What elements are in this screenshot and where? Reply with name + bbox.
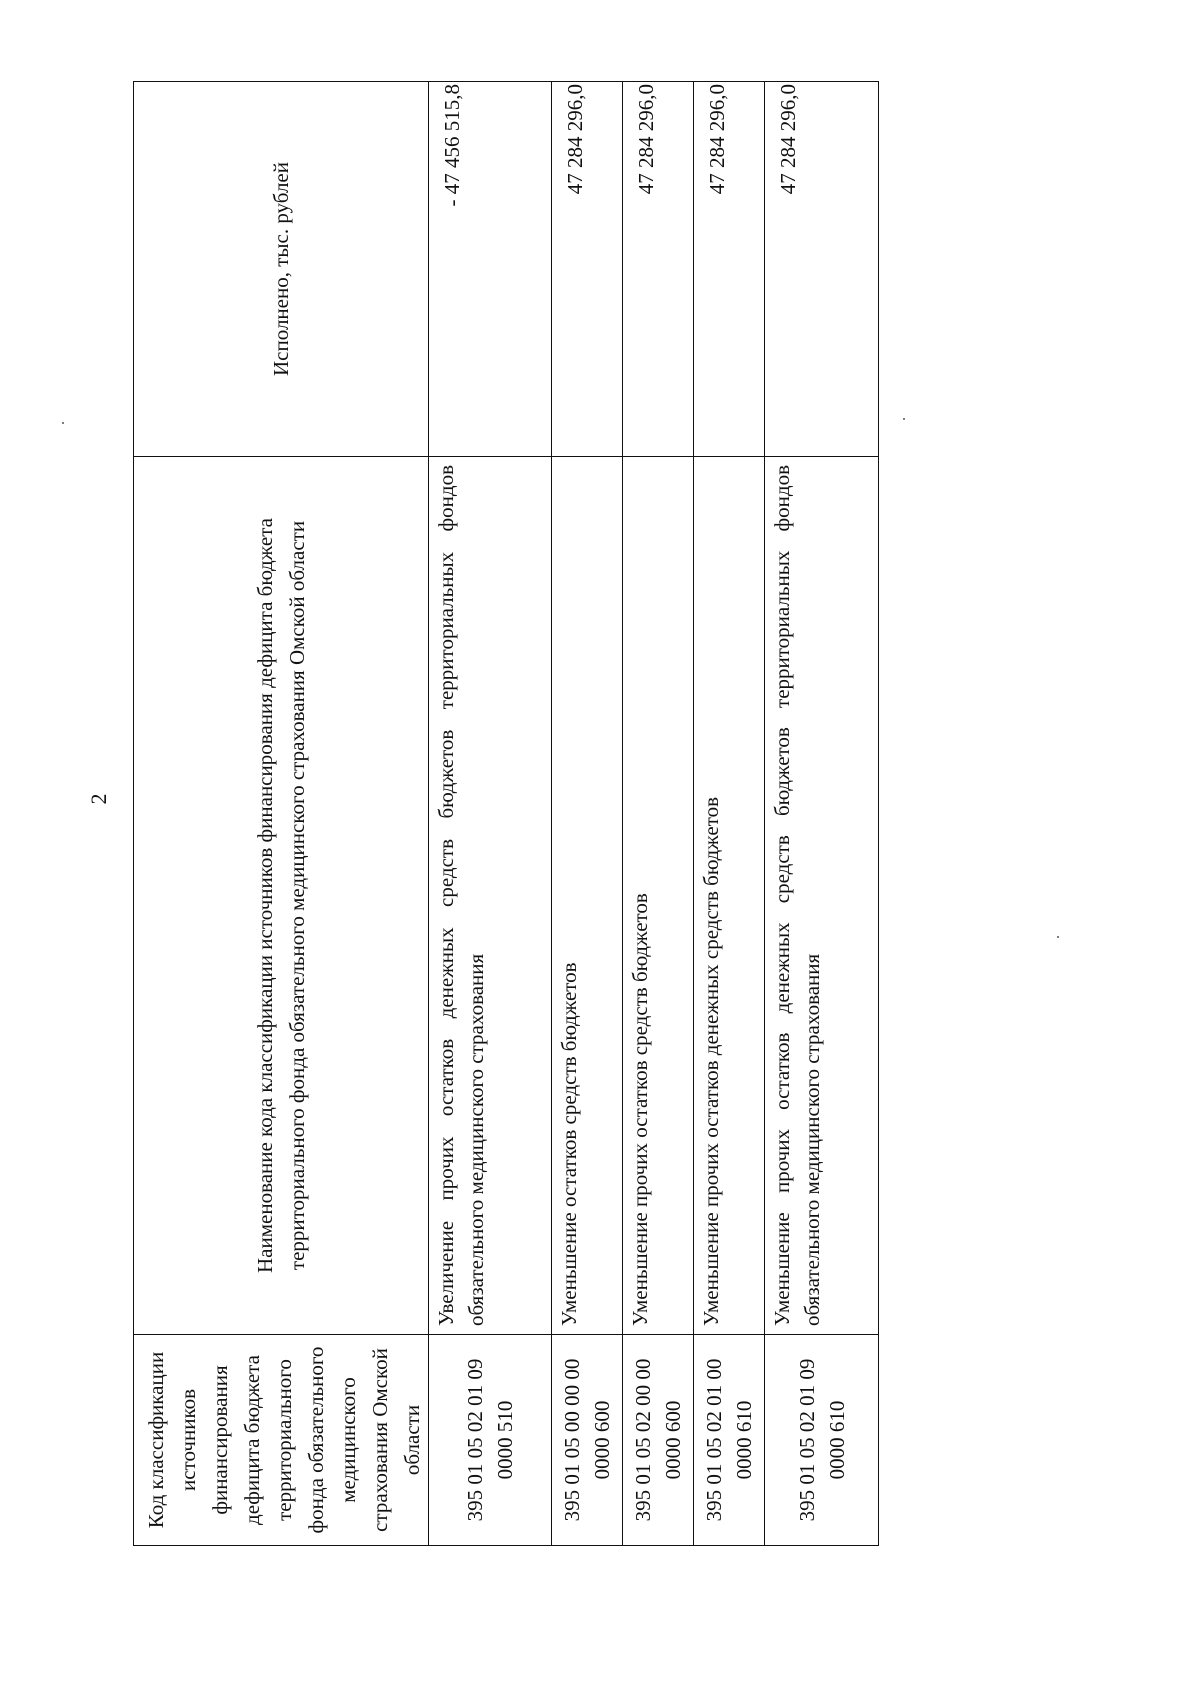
header-amount: Исполнено, тыс. рублей — [134, 82, 429, 457]
row-amount: 47 284 296,0 — [765, 82, 879, 457]
table-row — [694, 82, 765, 1546]
financing-sources-table — [133, 82, 849, 1546]
scan-speck — [1057, 936, 1059, 938]
row-name: Уменьшение прочих остатков денежных средств бюджетов — [694, 457, 765, 1335]
row-code: 395 01 05 02 00 00 0000 600 — [623, 1335, 694, 1546]
row-code: 395 01 05 02 01 09 0000 510 — [429, 1335, 552, 1546]
header-name: Наименование кода классификации источников финансирования дефицита бюджета территориального фонда обязательного медицинского страхования Омской области — [134, 457, 429, 1335]
table-row — [623, 82, 694, 1546]
row-amount: 47 284 296,0 — [623, 82, 694, 457]
row-code: 395 01 05 00 00 00 0000 600 — [552, 1335, 623, 1546]
row-code: 395 01 05 02 01 09 0000 610 — [765, 1335, 879, 1546]
row-amount: 47 284 296,0 — [552, 82, 623, 457]
sources-table — [133, 81, 879, 1546]
table-header-row — [134, 82, 429, 1546]
table-row — [765, 82, 879, 1546]
row-amount: - 47 456 515,8 — [429, 82, 552, 457]
scan-speck — [903, 418, 905, 420]
table-row — [429, 82, 552, 1546]
row-name: Уменьшение прочих остатков средств бюджетов — [623, 457, 694, 1335]
row-name: Увеличение прочих остатков денежных средств бюджетов территориальных фондов обязательного медицинского страхования — [429, 457, 552, 1335]
row-code: 395 01 05 02 01 00 0000 610 — [694, 1335, 765, 1546]
row-amount: 47 284 296,0 — [694, 82, 765, 457]
page-number: 2 — [86, 793, 111, 805]
row-name: Уменьшение остатков средств бюджетов — [552, 457, 623, 1335]
header-code: Код классификации источников финансирования дефицита бюджета территориального фонда обязательного медицинского страхования Омской области — [134, 1335, 429, 1546]
table-row — [552, 82, 623, 1546]
scan-speck — [62, 422, 64, 424]
row-name: Уменьшение прочих остатков денежных средств бюджетов территориальных фондов обязательного медицинского страхования — [765, 457, 879, 1335]
